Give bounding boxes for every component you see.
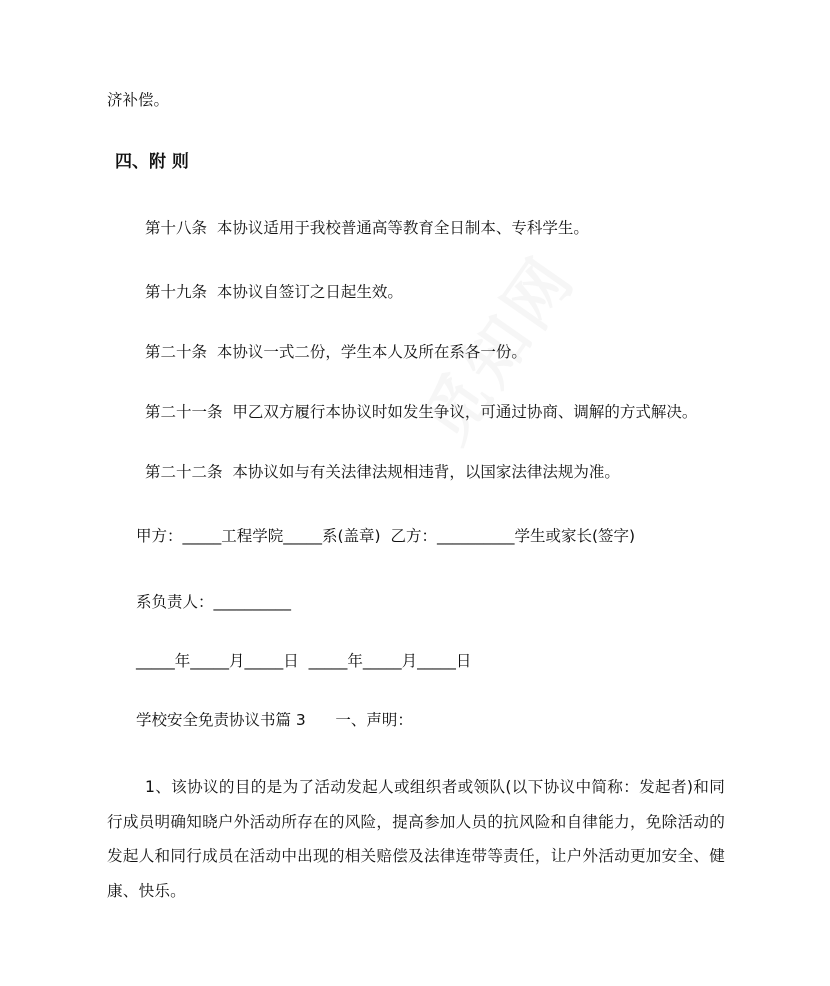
department-head-line: 系负责人：__________	[136, 593, 292, 611]
next-section-title: 学校安全免责协议书篇 3 一、声明：	[136, 711, 413, 729]
date-line: _____年_____月_____日 _____年_____月_____日	[136, 652, 472, 670]
article-21: 第二十一条 甲乙双方履行本协议时如发生争议，可通过协商、调解的方式解决。	[145, 403, 698, 421]
continuation-text: 济补偿。	[107, 91, 170, 109]
signature-line: 甲方：_____工程学院_____系(盖章) 乙方：__________学生或家长(签字)	[136, 527, 636, 545]
article-20: 第二十条 本协议一式二份，学生本人及所在系各一份。	[145, 343, 527, 361]
section-heading: 四、附 则	[115, 152, 189, 172]
article-18: 第十八条 本协议适用于我校普通高等教育全日制本、专科学生。	[145, 219, 589, 237]
article-22: 第二十二条 本协议如与有关法律法规相违背，以国家法律法规为准。	[145, 463, 620, 481]
article-19: 第十九条 本协议自签订之日起生效。	[145, 283, 403, 301]
declaration-paragraph: 1、该协议的目的是为了活动发起人或组织者或领队(以下协议中简称：发起者)和同行成员明确知晓户外活动所存在的风险，提高参加人员的抗风险和自律能力，免除活动的发起人和同行成员在活动中出现的相关赔偿及法律连带等责任，让户外活动更加安全、健康、快乐。	[107, 778, 725, 900]
